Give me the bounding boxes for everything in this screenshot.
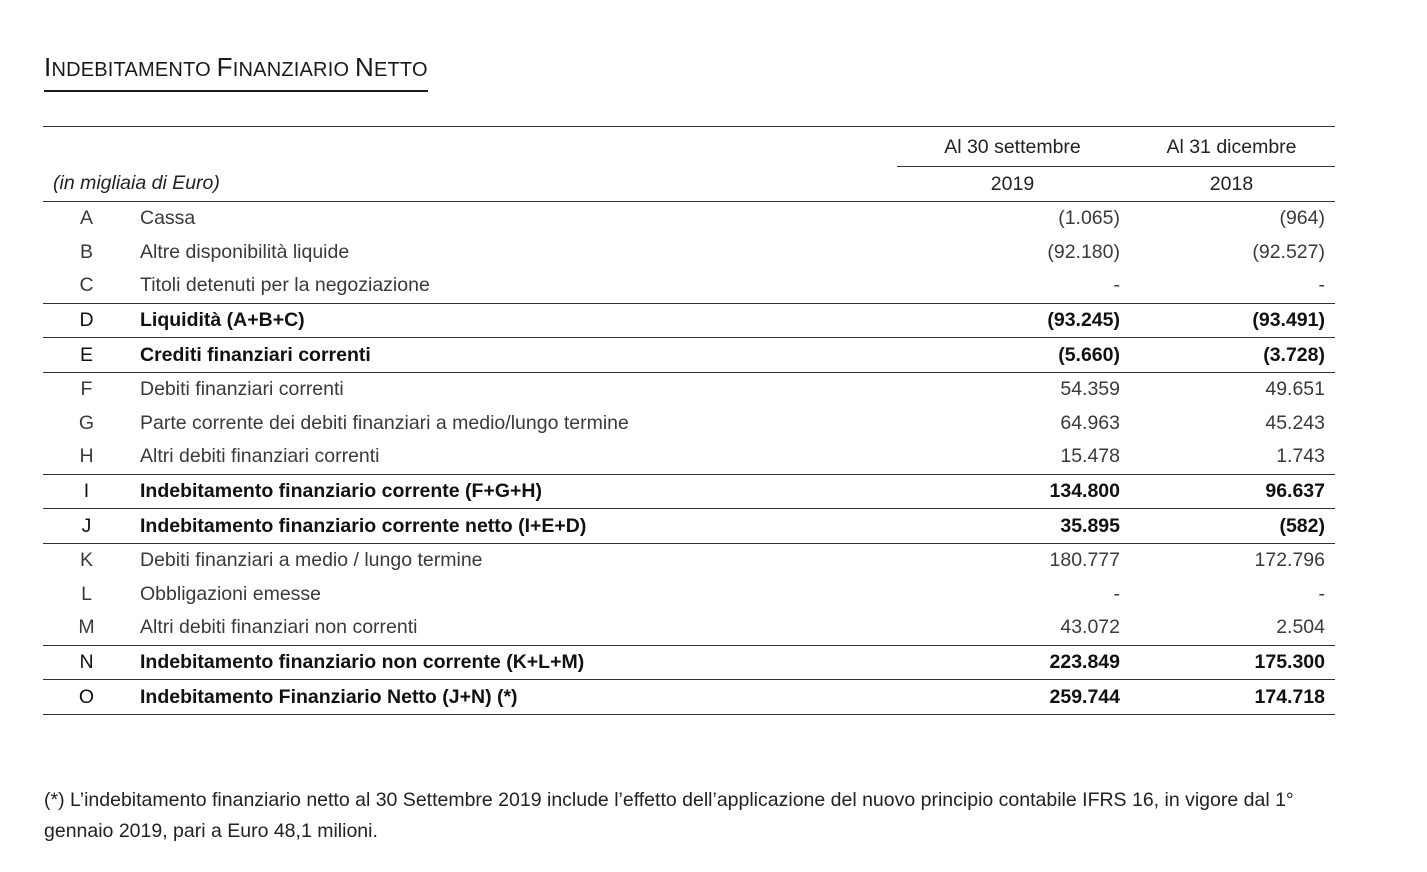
value-2018: (93.491) — [1128, 303, 1335, 338]
page-title — [44, 50, 428, 92]
value-2018: (3.728) — [1128, 338, 1335, 373]
row-label: Liquidità (A+B+C) — [130, 303, 897, 338]
title-rest-2: INANZIARIO — [232, 59, 355, 81]
title-initial-2: F — [216, 52, 233, 82]
row-letter: N — [43, 645, 130, 680]
row-letter: I — [43, 474, 130, 509]
row-label: Debiti finanziari correnti — [140, 378, 344, 401]
row-label: Cassa — [140, 207, 196, 230]
row-letter: A — [79, 207, 93, 230]
row-letter: D — [43, 303, 130, 338]
row-label: Altre disponibilità liquide — [140, 240, 350, 263]
row-label: Indebitamento Finanziario Netto (J+N) (*) — [130, 680, 897, 715]
row-label: Indebitamento finanziario non corrente (K+L+M) — [130, 645, 897, 680]
row-letter: C — [79, 274, 94, 297]
net-financial-position-table — [43, 126, 1335, 715]
col-2019-period-label: Al 30 settembre — [897, 127, 1128, 167]
table-row — [43, 474, 1335, 509]
value-2018: 49.651 — [1265, 378, 1325, 401]
footnote: (*) L’indebitamento finanziario netto al 30 Settembre 2019 include l’effetto dell’applicazione del nuovo principio contabile IFRS 16, in vigore dal 1° gennaio 2019, pari a Euro 48,1 milioni. — [44, 789, 1294, 842]
value-2019: (1.065) — [1058, 207, 1120, 230]
value-2018: 45.243 — [1265, 411, 1325, 434]
title-rest-1: NDEBITAMENTO — [51, 59, 217, 81]
value-2019: (5.660) — [897, 338, 1128, 373]
row-label: Parte corrente dei debiti finanziari a medio/lungo termine — [140, 411, 629, 434]
row-label: Debiti finanziari a medio / lungo termine — [140, 549, 483, 572]
table-header-row-1 — [43, 127, 1335, 167]
value-2018: 96.637 — [1128, 474, 1335, 509]
table-row — [43, 645, 1335, 680]
value-2018: (582) — [1128, 509, 1335, 544]
row-letter: H — [79, 445, 94, 468]
value-2019: 259.744 — [897, 680, 1128, 715]
table-row — [43, 202, 1335, 236]
value-2018: 2.504 — [1276, 616, 1325, 639]
table-row — [43, 440, 1335, 474]
value-2018: 1.743 — [1276, 445, 1325, 468]
row-letter: F — [80, 378, 93, 401]
row-letter: K — [79, 549, 93, 572]
row-label: Indebitamento finanziario corrente netto (I+E+D) — [130, 509, 897, 544]
unit-label: (in migliaia di Euro) — [53, 172, 220, 195]
value-2018: 174.718 — [1128, 680, 1335, 715]
table-header-row-2 — [43, 167, 1335, 202]
value-2018: (964) — [1279, 207, 1325, 230]
table-row — [43, 611, 1335, 645]
col-2019-year: 2019 — [990, 172, 1035, 195]
title-initial-1: I — [44, 52, 52, 82]
value-2019: 64.963 — [1060, 411, 1120, 434]
row-letter: B — [79, 240, 93, 263]
title-initial-3: N — [354, 52, 374, 82]
value-2019: 134.800 — [897, 474, 1128, 509]
value-2018: - — [1318, 582, 1325, 605]
col-2018-period-label: Al 31 dicembre — [1128, 127, 1335, 167]
title-rest-3: ETTO — [373, 59, 428, 81]
table-row — [43, 338, 1335, 373]
row-label: Crediti finanziari correnti — [130, 338, 897, 373]
value-2018: (92.527) — [1252, 240, 1325, 263]
table-row — [43, 543, 1335, 577]
value-2018: 172.796 — [1254, 549, 1325, 572]
table-row — [43, 372, 1335, 406]
row-letter: O — [43, 680, 130, 715]
row-label: Titoli detenuti per la negoziazione — [140, 274, 430, 297]
value-2019: (93.245) — [897, 303, 1128, 338]
row-letter: E — [43, 338, 130, 373]
value-2018: 175.300 — [1128, 645, 1335, 680]
row-label: Indebitamento finanziario corrente (F+G+H) — [130, 474, 897, 509]
value-2019: - — [1113, 274, 1120, 297]
row-letter: J — [43, 509, 130, 544]
value-2019: 180.777 — [1049, 549, 1120, 572]
row-label: Obbligazioni emesse — [140, 582, 322, 605]
table-row — [43, 578, 1335, 612]
value-2019: (92.180) — [1047, 240, 1120, 263]
value-2019: 43.072 — [1060, 616, 1120, 639]
value-2019: 15.478 — [1060, 445, 1120, 468]
table-row — [43, 303, 1335, 338]
table-row — [43, 269, 1335, 303]
row-label: Altri debiti finanziari correnti — [140, 445, 380, 468]
value-2019: - — [1113, 582, 1120, 605]
value-2019: 54.359 — [1060, 378, 1120, 401]
value-2019: 223.849 — [897, 645, 1128, 680]
value-2019: 35.895 — [897, 509, 1128, 544]
table-row — [43, 509, 1335, 544]
row-letter: L — [81, 582, 92, 605]
value-2018: - — [1318, 274, 1325, 297]
row-letter: M — [78, 616, 95, 639]
table-row — [43, 407, 1335, 441]
table-row — [43, 236, 1335, 270]
table-row — [43, 680, 1335, 715]
col-2018-year: 2018 — [1209, 172, 1254, 195]
row-label: Altri debiti finanziari non correnti — [140, 616, 418, 639]
row-letter: G — [78, 411, 95, 434]
